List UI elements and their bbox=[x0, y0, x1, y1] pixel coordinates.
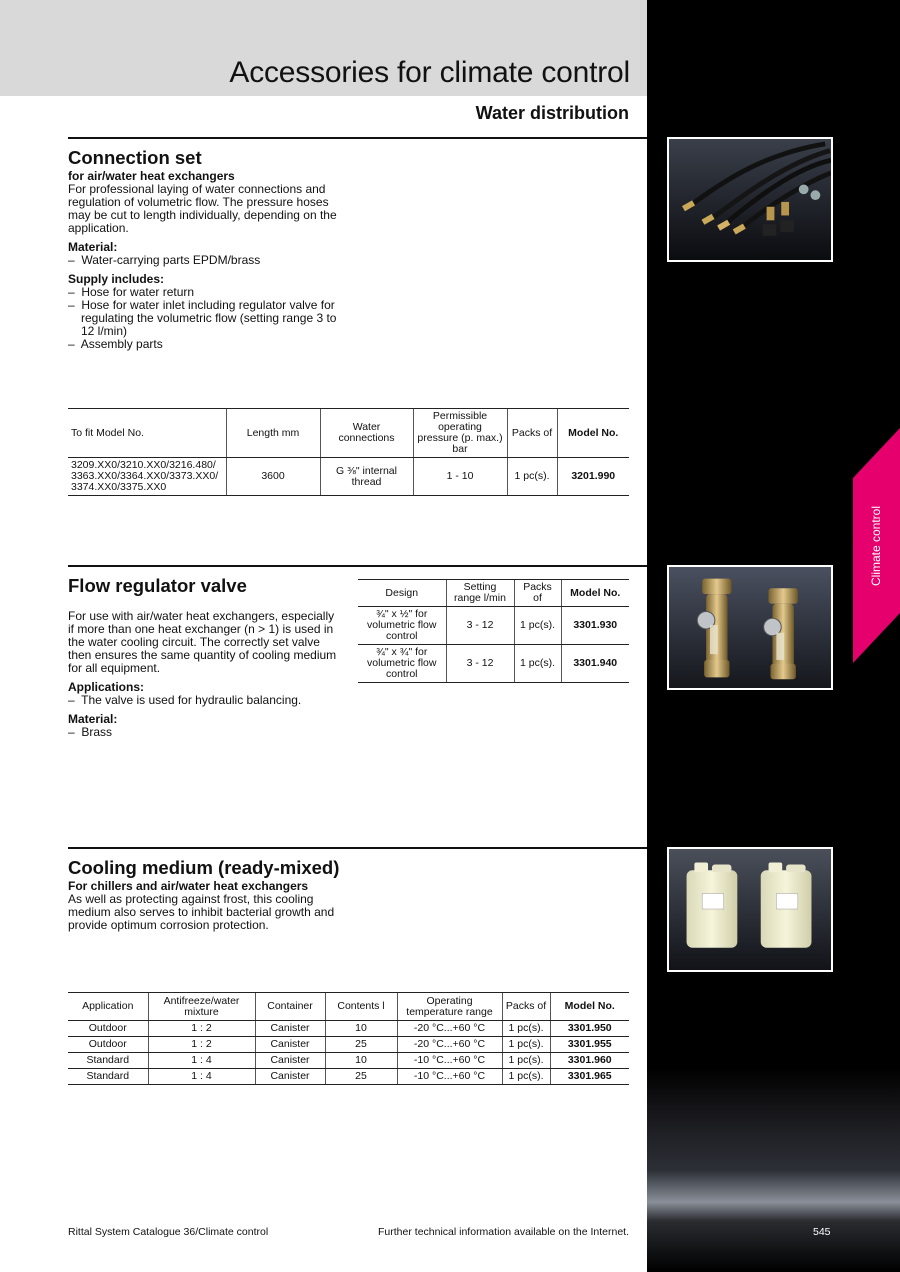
material-item: – Brass bbox=[68, 725, 113, 739]
connection-set-text bbox=[68, 170, 343, 351]
footer-info: Further technical information available on the Internet. bbox=[378, 1226, 629, 1238]
cooling-medium-title: Cooling medium (ready-mixed) bbox=[68, 857, 340, 878]
side-tab-label-wrap[interactable] bbox=[853, 428, 900, 663]
table-row bbox=[68, 1021, 629, 1037]
flow-regulator-photo bbox=[667, 565, 833, 690]
table-row bbox=[358, 645, 629, 683]
supply-item: – Hose for water inlet including regulator valve for regulating the volumetric flow (setting range 3 to 12 l/min) bbox=[68, 298, 337, 338]
material-label: Material: bbox=[68, 712, 118, 726]
table-header: Contents l bbox=[325, 993, 397, 1021]
table-header: Design bbox=[358, 580, 446, 607]
table-row bbox=[68, 458, 629, 496]
table-cell: 10 bbox=[325, 1053, 397, 1069]
table-cell: -10 °C...+60 °C bbox=[397, 1053, 502, 1069]
table-cell: -20 °C...+60 °C bbox=[397, 1037, 502, 1053]
table-header: Permissible operating pressure (p. max.) bar bbox=[413, 409, 507, 458]
table-cell: G ⅜" internal thread bbox=[320, 458, 413, 496]
table-cell: 1 : 4 bbox=[148, 1069, 255, 1085]
table-cell: Outdoor bbox=[68, 1021, 148, 1037]
page-subtitle: Water distribution bbox=[475, 103, 629, 123]
table-cell: 1 : 4 bbox=[148, 1053, 255, 1069]
cooling-medium-photo bbox=[667, 847, 833, 972]
table-header: Length mm bbox=[226, 409, 320, 458]
cooling-medium-subtitle: For chillers and air/water heat exchangers bbox=[68, 879, 309, 893]
flow-regulator-description: For use with air/water heat exchangers, especially if more than one heat exchanger (n > 1) is used in the water cooling circuit. The correctly set valve then ensures the same quantity of cooling medium for all equipment. bbox=[68, 609, 337, 675]
table-cell: 10 bbox=[325, 1021, 397, 1037]
table-cell: Standard bbox=[68, 1069, 148, 1085]
table-row bbox=[68, 1037, 629, 1053]
section-divider bbox=[68, 137, 647, 139]
table-cell: 1 pc(s). bbox=[502, 1053, 550, 1069]
connection-set-title: Connection set bbox=[68, 147, 202, 168]
table-cell: -20 °C...+60 °C bbox=[397, 1021, 502, 1037]
table-row bbox=[68, 1069, 629, 1085]
table-cell: 25 bbox=[325, 1037, 397, 1053]
table-row bbox=[68, 1053, 629, 1069]
table-header: Packs of bbox=[502, 993, 550, 1021]
material-label: Material: bbox=[68, 240, 118, 254]
supply-item: – Hose for water return bbox=[68, 285, 195, 299]
footer-catalogue: Rittal System Catalogue 36/Climate control bbox=[68, 1226, 269, 1238]
table-cell: 3201.990 bbox=[557, 458, 629, 496]
table-header: Setting range l/min bbox=[446, 580, 514, 607]
table-header: Container bbox=[255, 993, 325, 1021]
table-cell: 1 pc(s). bbox=[502, 1021, 550, 1037]
table-cell: 3600 bbox=[226, 458, 320, 496]
table-header: Packs of bbox=[514, 580, 561, 607]
flow-regulator-table bbox=[358, 579, 629, 683]
applications-label: Applications: bbox=[68, 680, 145, 694]
table-cell: Canister bbox=[255, 1037, 325, 1053]
table-cell: 3301.930 bbox=[561, 607, 629, 645]
table-cell: 1 pc(s). bbox=[507, 458, 557, 496]
table-header: Water connections bbox=[320, 409, 413, 458]
cooling-medium-text bbox=[68, 880, 343, 932]
table-cell: 1 - 10 bbox=[413, 458, 507, 496]
table-header: Model No. bbox=[550, 993, 629, 1021]
connection-set-description: For professional laying of water connections and regulation of volumetric flow. The pressure hoses may be cut to length individually, depending on the application. bbox=[68, 182, 337, 235]
table-row bbox=[358, 607, 629, 645]
table-cell: 3 - 12 bbox=[446, 645, 514, 683]
table-cell: 25 bbox=[325, 1069, 397, 1085]
table-cell: 3209.XX0/3210.XX0/3216.480/ 3363.XX0/3364.XX0/3373.XX0/ 3374.XX0/3375.XX0 bbox=[68, 458, 226, 496]
table-cell: Outdoor bbox=[68, 1037, 148, 1053]
table-header: Model No. bbox=[561, 580, 629, 607]
page-title: Accessories for climate control bbox=[229, 56, 630, 89]
table-cell: 3301.940 bbox=[561, 645, 629, 683]
table-cell: 1 : 2 bbox=[148, 1037, 255, 1053]
supply-list bbox=[68, 286, 343, 351]
applications-item: – The valve is used for hydraulic balancing. bbox=[68, 693, 302, 707]
table-cell: 3301.965 bbox=[550, 1069, 629, 1085]
table-cell: Canister bbox=[255, 1021, 325, 1037]
table-cell: 1 : 2 bbox=[148, 1021, 255, 1037]
section-divider bbox=[68, 565, 647, 567]
material-item: – Water-carrying parts EPDM/brass bbox=[68, 253, 261, 267]
table-header: Model No. bbox=[557, 409, 629, 458]
flow-regulator-text bbox=[68, 610, 343, 739]
table-cell: Canister bbox=[255, 1069, 325, 1085]
table-cell: Standard bbox=[68, 1053, 148, 1069]
side-tab-label: Climate control bbox=[869, 505, 884, 586]
table-header: Application bbox=[68, 993, 148, 1021]
table-cell: 3301.955 bbox=[550, 1037, 629, 1053]
table-cell: ¾" x ¾" for volumetric flow control bbox=[358, 645, 446, 683]
table-header: Packs of bbox=[507, 409, 557, 458]
table-header: Operating temperature range bbox=[397, 993, 502, 1021]
connection-set-table bbox=[68, 408, 629, 496]
table-header: Antifreeze/water mixture bbox=[148, 993, 255, 1021]
table-cell: 1 pc(s). bbox=[502, 1037, 550, 1053]
table-header: To fit Model No. bbox=[68, 409, 226, 458]
section-divider bbox=[68, 847, 647, 849]
supply-item: – Assembly parts bbox=[68, 337, 163, 351]
flow-regulator-title: Flow regulator valve bbox=[68, 575, 247, 596]
table-cell: 1 pc(s). bbox=[514, 645, 561, 683]
table-cell: -10 °C...+60 °C bbox=[397, 1069, 502, 1085]
supply-label: Supply includes: bbox=[68, 272, 165, 286]
cooling-medium-table bbox=[68, 992, 629, 1085]
page-number: 545 bbox=[813, 1226, 831, 1238]
table-cell: 3301.960 bbox=[550, 1053, 629, 1069]
table-cell: Canister bbox=[255, 1053, 325, 1069]
table-cell: 3 - 12 bbox=[446, 607, 514, 645]
table-cell: 1 pc(s). bbox=[514, 607, 561, 645]
connection-set-photo bbox=[667, 137, 833, 262]
table-cell: 3301.950 bbox=[550, 1021, 629, 1037]
connection-set-subtitle: for air/water heat exchangers bbox=[68, 169, 235, 183]
cooling-medium-description: As well as protecting against frost, this cooling medium also serves to inhibit bacterial growth and provide optimum corrosion protection. bbox=[68, 892, 335, 932]
table-cell: 1 pc(s). bbox=[502, 1069, 550, 1085]
table-cell: ¾" x ½" for volumetric flow control bbox=[358, 607, 446, 645]
